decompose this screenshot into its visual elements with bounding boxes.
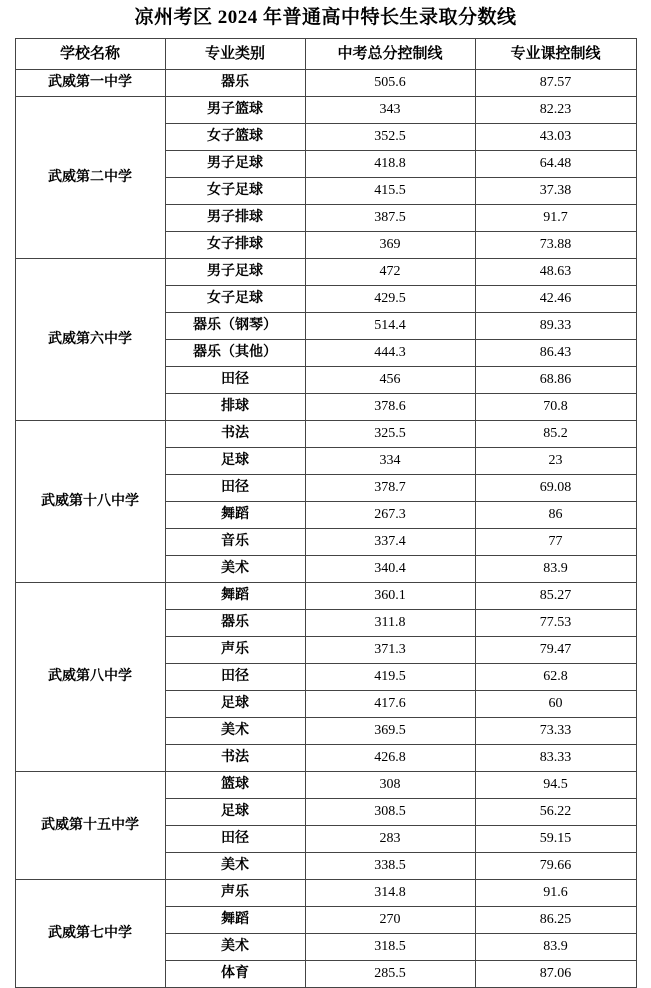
major-category-cell: 书法 — [165, 744, 305, 771]
major-category-cell: 排球 — [165, 393, 305, 420]
professional-score-cell: 60 — [475, 690, 636, 717]
major-category-cell: 足球 — [165, 798, 305, 825]
professional-score-cell: 69.08 — [475, 474, 636, 501]
professional-score-cell: 37.38 — [475, 177, 636, 204]
table-row — [15, 582, 636, 609]
total-score-cell: 314.8 — [305, 879, 475, 906]
major-category-cell: 舞蹈 — [165, 582, 305, 609]
school-name-cell: 武威第八中学 — [15, 582, 165, 771]
admission-score-table — [15, 38, 637, 988]
page-title: 凉州考区 2024 年普通高中特长生录取分数线 — [134, 7, 517, 28]
total-score-cell: 378.7 — [305, 474, 475, 501]
major-category-cell: 器乐（钢琴） — [165, 312, 305, 339]
major-category-cell: 器乐 — [165, 69, 305, 96]
professional-score-cell: 79.47 — [475, 636, 636, 663]
major-category-cell: 女子篮球 — [165, 123, 305, 150]
major-category-cell: 美术 — [165, 717, 305, 744]
professional-score-cell: 48.63 — [475, 258, 636, 285]
professional-score-cell: 94.5 — [475, 771, 636, 798]
total-score-cell: 426.8 — [305, 744, 475, 771]
major-category-cell: 田径 — [165, 474, 305, 501]
professional-score-cell: 43.03 — [475, 123, 636, 150]
professional-score-cell: 89.33 — [475, 312, 636, 339]
school-name-cell: 武威第七中学 — [15, 879, 165, 987]
major-category-cell: 篮球 — [165, 771, 305, 798]
total-score-cell: 418.8 — [305, 150, 475, 177]
major-category-cell: 足球 — [165, 447, 305, 474]
total-score-cell: 371.3 — [305, 636, 475, 663]
professional-score-cell: 91.7 — [475, 204, 636, 231]
professional-score-cell: 73.33 — [475, 717, 636, 744]
table-row — [15, 69, 636, 96]
table-row — [15, 771, 636, 798]
total-score-cell: 267.3 — [305, 501, 475, 528]
total-score-cell: 369.5 — [305, 717, 475, 744]
total-score-cell: 340.4 — [305, 555, 475, 582]
total-score-cell: 285.5 — [305, 960, 475, 987]
major-category-cell: 男子足球 — [165, 258, 305, 285]
table-row — [15, 420, 636, 447]
major-category-cell: 田径 — [165, 825, 305, 852]
table-header-row — [15, 38, 636, 69]
total-score-cell: 472 — [305, 258, 475, 285]
major-category-cell: 女子排球 — [165, 231, 305, 258]
total-score-cell: 308 — [305, 771, 475, 798]
total-score-cell: 387.5 — [305, 204, 475, 231]
total-score-cell: 505.6 — [305, 69, 475, 96]
professional-score-cell: 85.27 — [475, 582, 636, 609]
total-score-cell: 308.5 — [305, 798, 475, 825]
professional-score-cell: 42.46 — [475, 285, 636, 312]
major-category-cell: 田径 — [165, 663, 305, 690]
professional-score-cell: 62.8 — [475, 663, 636, 690]
table-body — [15, 69, 636, 987]
professional-score-cell: 77.53 — [475, 609, 636, 636]
professional-score-cell: 70.8 — [475, 393, 636, 420]
major-category-cell: 书法 — [165, 420, 305, 447]
professional-score-cell: 86 — [475, 501, 636, 528]
professional-score-cell: 77 — [475, 528, 636, 555]
professional-score-cell: 56.22 — [475, 798, 636, 825]
school-name-cell: 武威第六中学 — [15, 258, 165, 420]
professional-score-cell: 68.86 — [475, 366, 636, 393]
major-category-cell: 男子篮球 — [165, 96, 305, 123]
table-header — [15, 38, 636, 69]
school-name-cell: 武威第十五中学 — [15, 771, 165, 879]
column-header-major: 专业类别 — [165, 38, 305, 69]
total-score-cell: 311.8 — [305, 609, 475, 636]
total-score-cell: 378.6 — [305, 393, 475, 420]
professional-score-cell: 23 — [475, 447, 636, 474]
column-header-school: 学校名称 — [15, 38, 165, 69]
professional-score-cell: 83.9 — [475, 933, 636, 960]
professional-score-cell: 59.15 — [475, 825, 636, 852]
professional-score-cell: 83.33 — [475, 744, 636, 771]
major-category-cell: 美术 — [165, 933, 305, 960]
total-score-cell: 318.5 — [305, 933, 475, 960]
professional-score-cell: 83.9 — [475, 555, 636, 582]
major-category-cell: 男子足球 — [165, 150, 305, 177]
major-category-cell: 田径 — [165, 366, 305, 393]
total-score-cell: 444.3 — [305, 339, 475, 366]
total-score-cell: 429.5 — [305, 285, 475, 312]
total-score-cell: 456 — [305, 366, 475, 393]
total-score-cell: 360.1 — [305, 582, 475, 609]
total-score-cell: 419.5 — [305, 663, 475, 690]
total-score-cell: 325.5 — [305, 420, 475, 447]
school-name-cell: 武威第一中学 — [15, 69, 165, 96]
major-category-cell: 音乐 — [165, 528, 305, 555]
professional-score-cell: 87.06 — [475, 960, 636, 987]
major-category-cell: 足球 — [165, 690, 305, 717]
table-row — [15, 96, 636, 123]
professional-score-cell: 87.57 — [475, 69, 636, 96]
major-category-cell: 体育 — [165, 960, 305, 987]
professional-score-cell: 91.6 — [475, 879, 636, 906]
school-name-cell: 武威第二中学 — [15, 96, 165, 258]
total-score-cell: 337.4 — [305, 528, 475, 555]
school-name-cell: 武威第十八中学 — [15, 420, 165, 582]
table-row — [15, 879, 636, 906]
professional-score-cell: 64.48 — [475, 150, 636, 177]
major-category-cell: 器乐 — [165, 609, 305, 636]
major-category-cell: 舞蹈 — [165, 906, 305, 933]
total-score-cell: 343 — [305, 96, 475, 123]
column-header-professional-score: 专业课控制线 — [475, 38, 636, 69]
major-category-cell: 女子足球 — [165, 177, 305, 204]
total-score-cell: 415.5 — [305, 177, 475, 204]
total-score-cell: 270 — [305, 906, 475, 933]
professional-score-cell: 73.88 — [475, 231, 636, 258]
professional-score-cell: 85.2 — [475, 420, 636, 447]
total-score-cell: 369 — [305, 231, 475, 258]
total-score-cell: 283 — [305, 825, 475, 852]
major-category-cell: 声乐 — [165, 636, 305, 663]
total-score-cell: 334 — [305, 447, 475, 474]
major-category-cell: 声乐 — [165, 879, 305, 906]
total-score-cell: 514.4 — [305, 312, 475, 339]
major-category-cell: 器乐（其他） — [165, 339, 305, 366]
table-row — [15, 258, 636, 285]
professional-score-cell: 82.23 — [475, 96, 636, 123]
major-category-cell: 美术 — [165, 852, 305, 879]
total-score-cell: 417.6 — [305, 690, 475, 717]
major-category-cell: 男子排球 — [165, 204, 305, 231]
professional-score-cell: 86.25 — [475, 906, 636, 933]
major-category-cell: 美术 — [165, 555, 305, 582]
professional-score-cell: 79.66 — [475, 852, 636, 879]
total-score-cell: 352.5 — [305, 123, 475, 150]
total-score-cell: 338.5 — [305, 852, 475, 879]
major-category-cell: 女子足球 — [165, 285, 305, 312]
column-header-total-score: 中考总分控制线 — [305, 38, 475, 69]
major-category-cell: 舞蹈 — [165, 501, 305, 528]
professional-score-cell: 86.43 — [475, 339, 636, 366]
